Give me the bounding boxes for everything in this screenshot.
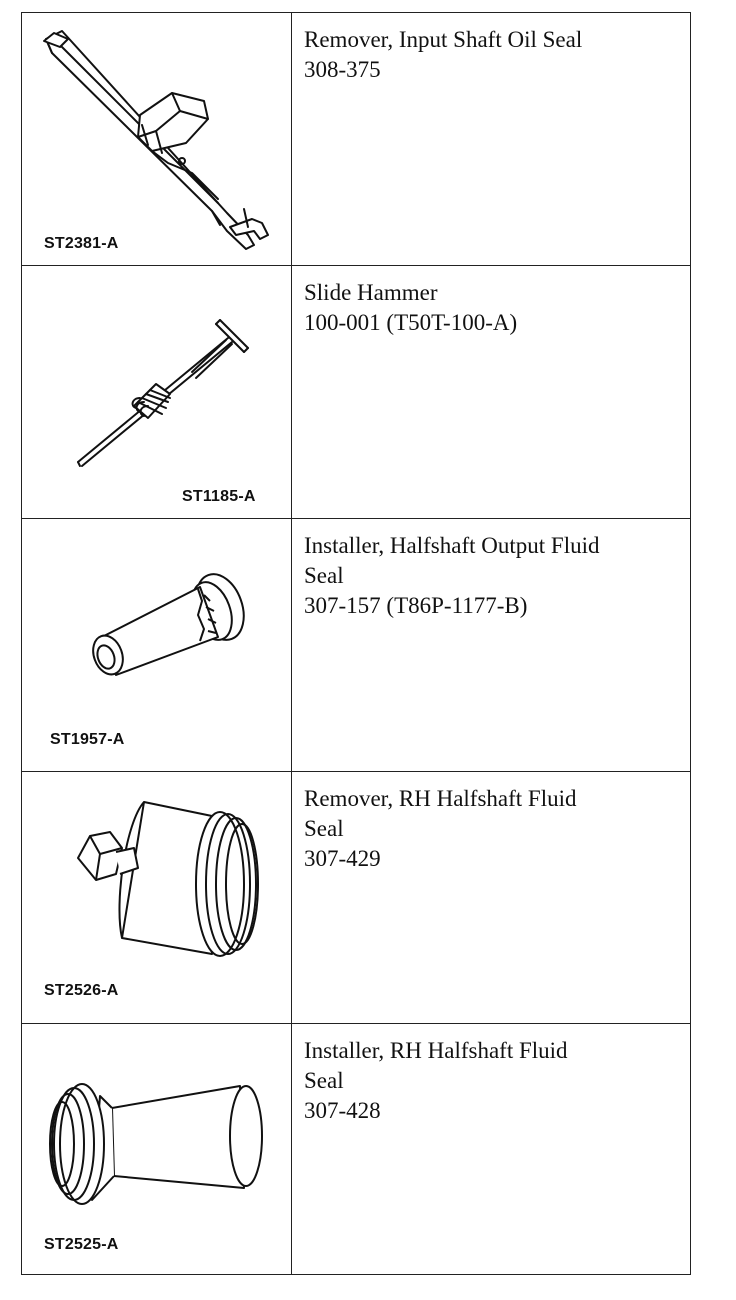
- tool-name: Remover, Input Shaft Oil Seal: [304, 27, 583, 52]
- tool-illustration-cell: [22, 266, 292, 519]
- tool-part-number: 307-429: [304, 846, 381, 871]
- tool-illustration-cell: [22, 1024, 292, 1275]
- tool-part-number: 308-375: [304, 57, 381, 82]
- tool-row: [22, 266, 691, 519]
- tool-description-cell: [292, 772, 691, 1024]
- figure-code: ST2381-A: [44, 235, 119, 252]
- tool-row: [22, 519, 691, 772]
- tool-part-number: 100-001 (T50T-100-A): [304, 310, 518, 335]
- slide-hammer-icon: [22, 266, 291, 516]
- figure-code: ST1185-A: [182, 488, 256, 505]
- seal-remover-lever-icon: [22, 13, 291, 263]
- tool-name-cont: Seal: [304, 563, 344, 588]
- tool-row: [22, 772, 691, 1024]
- tool-name: Installer, Halfshaft Output Fluid: [304, 533, 600, 558]
- tool-name-cont: Seal: [304, 1068, 344, 1093]
- tool-description-cell: [292, 13, 691, 266]
- tool-name-cont: Seal: [304, 816, 344, 841]
- tool-illustration-cell: [22, 13, 292, 266]
- tool-part-number: 307-428: [304, 1098, 381, 1123]
- tool-row: [22, 1024, 691, 1275]
- figure-code: ST2526-A: [44, 982, 119, 999]
- special-tools-table: [21, 12, 691, 1275]
- tool-illustration-cell: [22, 519, 292, 772]
- tool-name: Installer, RH Halfshaft Fluid: [304, 1038, 568, 1063]
- tool-row: [22, 13, 691, 266]
- tool-name: Slide Hammer: [304, 280, 438, 305]
- figure-code: ST2525-A: [44, 1236, 119, 1253]
- tool-name: Remover, RH Halfshaft Fluid: [304, 786, 577, 811]
- tool-part-number: 307-157 (T86P-1177-B): [304, 593, 528, 618]
- tool-description-cell: [292, 266, 691, 519]
- tool-description-cell: [292, 1024, 691, 1275]
- tool-illustration-cell: [22, 772, 292, 1024]
- figure-code: ST1957-A: [50, 731, 125, 748]
- tool-description-cell: [292, 519, 691, 772]
